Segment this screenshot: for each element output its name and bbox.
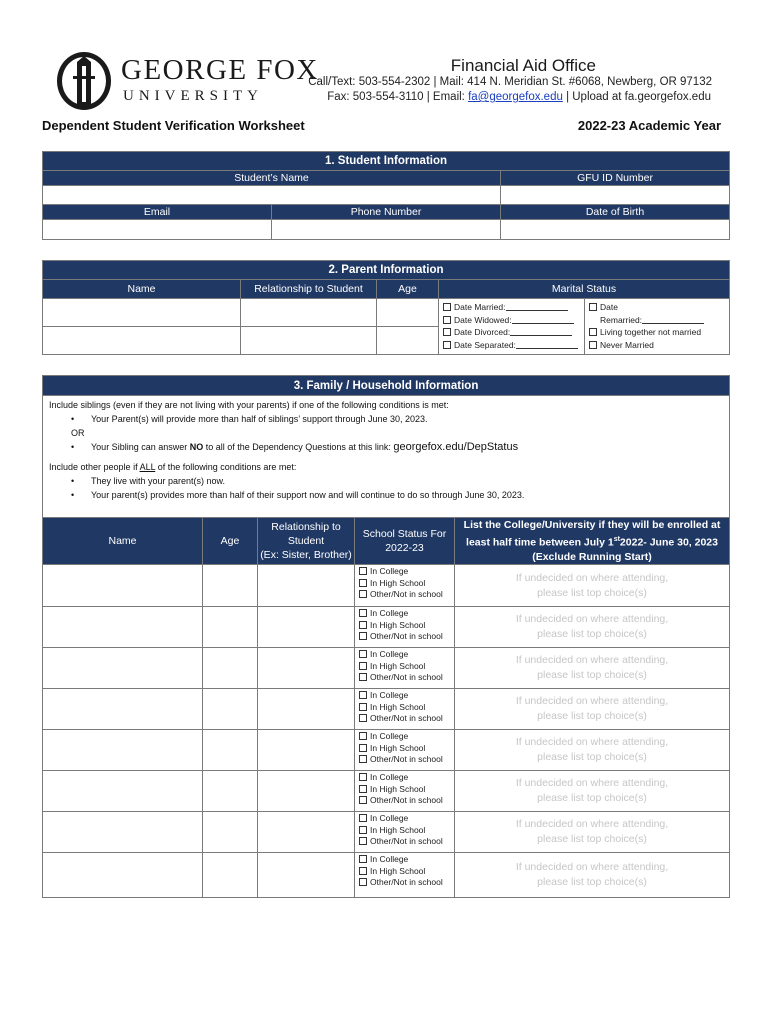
- checkbox-icon[interactable]: [359, 837, 367, 845]
- checkbox-icon[interactable]: [359, 650, 367, 658]
- checkbox-icon[interactable]: [359, 878, 367, 886]
- household-age-field[interactable]: [203, 565, 258, 607]
- college-line2: [455, 533, 729, 550]
- option-separated[interactable]: [443, 339, 580, 352]
- university-logo: [55, 50, 319, 114]
- checkbox-icon[interactable]: [359, 814, 367, 822]
- household-age-field[interactable]: [203, 607, 258, 648]
- age-header: Age: [377, 280, 439, 299]
- school-status-options: [355, 853, 455, 898]
- label-in-college: In College: [370, 772, 409, 782]
- checkbox-icon[interactable]: [443, 303, 451, 311]
- students-name-field[interactable]: [43, 186, 501, 205]
- instructions: [43, 396, 730, 518]
- blank-line: [642, 315, 704, 324]
- bullet-dependency-no: NO: [189, 442, 204, 452]
- college-placeholder-line2: please list top choice(s): [537, 586, 647, 599]
- label-not-in-school: Other/Not in school: [370, 877, 443, 887]
- college-field[interactable]: [455, 689, 730, 730]
- label-not-in-school: Other/Not in school: [370, 713, 443, 723]
- option-in-college[interactable]: [359, 731, 450, 743]
- parent2-name-field[interactable]: [43, 327, 241, 355]
- label-in-college: In College: [370, 813, 409, 823]
- blank-line: [512, 315, 574, 324]
- household-relationship-field[interactable]: [258, 648, 355, 689]
- household-age-field[interactable]: [203, 689, 258, 730]
- dob-header: Date of Birth: [501, 205, 730, 220]
- checkbox-icon[interactable]: [359, 590, 367, 598]
- household-relationship-field[interactable]: [258, 730, 355, 771]
- college-field[interactable]: [455, 812, 730, 853]
- blank-line: [516, 340, 578, 349]
- college-placeholder-line2: please list top choice(s): [537, 669, 647, 681]
- label-in-high-school: In High School: [370, 865, 426, 876]
- household-age-field[interactable]: [203, 771, 258, 812]
- checkbox-icon[interactable]: [359, 673, 367, 681]
- college-placeholder-line2: please list top choice(s): [537, 792, 647, 804]
- option-not-in-school[interactable]: [359, 877, 450, 889]
- academic-year: 2022-23 Academic Year: [577, 118, 721, 133]
- option-married[interactable]: [443, 301, 580, 314]
- checkbox-icon[interactable]: [359, 785, 367, 793]
- college-line2-sup: st: [613, 535, 620, 543]
- option-in-high-school[interactable]: [359, 702, 450, 714]
- checkbox-icon[interactable]: [359, 744, 367, 752]
- school-status-options: [355, 648, 455, 689]
- contact-upload: | Upload at fa.georgefox.edu: [562, 91, 711, 103]
- depstatus-link[interactable]: georgefox.edu/DepStatus: [393, 441, 519, 453]
- or-text: OR: [71, 428, 85, 438]
- college-placeholder-line2: please list top choice(s): [537, 876, 647, 888]
- college-placeholder-line2: please list top choice(s): [537, 628, 647, 640]
- checkbox-icon[interactable]: [359, 867, 367, 875]
- option-in-high-school[interactable]: [359, 661, 450, 673]
- checkbox-icon[interactable]: [359, 691, 367, 699]
- dob-field[interactable]: [501, 220, 730, 240]
- checkbox-icon[interactable]: [359, 855, 367, 863]
- school-status-options: [355, 689, 455, 730]
- college-field[interactable]: [455, 853, 730, 898]
- college-line2a: least half time between July 1: [466, 536, 614, 548]
- household-relationship-header: [258, 518, 355, 565]
- school-line1: School Status For: [362, 528, 447, 540]
- phone-field[interactable]: [272, 220, 501, 240]
- option-in-college[interactable]: [359, 566, 450, 578]
- household-relationship-field[interactable]: [258, 771, 355, 812]
- contact-fax-line: [327, 91, 711, 103]
- option-living-together[interactable]: [589, 326, 725, 339]
- household-age-field[interactable]: [203, 648, 258, 689]
- household-row: [43, 565, 730, 607]
- label-in-high-school: In High School: [370, 742, 426, 753]
- label-in-college: In College: [370, 854, 409, 864]
- household-name-field[interactable]: [43, 812, 203, 853]
- marital-dates-cell: [439, 299, 585, 355]
- gfu-id-header: GFU ID Number: [501, 171, 730, 186]
- school-status-options: [355, 607, 455, 648]
- household-row: [43, 689, 730, 730]
- label-not-in-school: Other/Not in school: [370, 672, 443, 682]
- college-placeholder-line1: If undecided on where attending,: [515, 818, 669, 830]
- checkbox-icon[interactable]: [589, 341, 597, 349]
- college-header: [455, 518, 730, 565]
- checkbox-icon[interactable]: [359, 632, 367, 640]
- checkbox-icon[interactable]: [589, 303, 597, 311]
- household-name-field[interactable]: [43, 607, 203, 648]
- household-relationship-field[interactable]: [258, 689, 355, 730]
- bullet-support: • Your Parent(s) will provide more than half of siblings’ support through June 30, 2023.: [49, 412, 723, 426]
- relationship-header: Relationship to Student: [241, 280, 377, 299]
- household-age-field[interactable]: [203, 812, 258, 853]
- option-in-high-school[interactable]: [359, 866, 450, 878]
- option-in-high-school[interactable]: [359, 784, 450, 796]
- contact-fax: Fax: 503-554-3110 | Email:: [327, 91, 469, 103]
- school-status-options: [355, 771, 455, 812]
- student-information-table: [42, 151, 730, 240]
- bullet-live-with: • They live with your parent(s) now.: [49, 474, 723, 488]
- option-in-college[interactable]: [359, 813, 450, 825]
- option-in-college[interactable]: [359, 690, 450, 702]
- label-in-college: In College: [370, 649, 409, 659]
- label-not-in-school: Other/Not in school: [370, 754, 443, 764]
- label-in-high-school: In High School: [370, 619, 426, 630]
- checkbox-icon[interactable]: [589, 328, 597, 336]
- household-row: [43, 771, 730, 812]
- school-line2: 2022-23: [385, 542, 424, 554]
- students-name-header: Student’s Name: [43, 171, 501, 186]
- label-separated: Date Separated:: [454, 340, 516, 351]
- label-not-in-school: Other/Not in school: [370, 631, 443, 641]
- college-placeholder-line1: If undecided on where attending,: [515, 654, 669, 666]
- intro-siblings: Include siblings (even if they are not living with your parents) if one of the following conditions is met:: [49, 400, 449, 410]
- option-in-high-school[interactable]: [359, 743, 450, 755]
- checkbox-icon[interactable]: [359, 703, 367, 711]
- option-not-in-school[interactable]: [359, 836, 450, 848]
- college-field[interactable]: [455, 648, 730, 689]
- household-name-field[interactable]: [43, 771, 203, 812]
- checkbox-icon[interactable]: [443, 341, 451, 349]
- bullet-dependency-post: to all of the Dependency Questions at this link:: [203, 442, 394, 452]
- college-placeholder-line1: If undecided on where attending,: [515, 736, 669, 748]
- household-relationship-field[interactable]: [258, 853, 355, 898]
- label-in-high-school: In High School: [370, 577, 426, 588]
- option-in-high-school[interactable]: [359, 578, 450, 590]
- checkbox-icon[interactable]: [359, 755, 367, 763]
- college-field[interactable]: [455, 565, 730, 607]
- label-in-high-school: In High School: [370, 660, 426, 671]
- checkbox-icon[interactable]: [359, 773, 367, 781]
- option-in-college[interactable]: [359, 854, 450, 866]
- email-link[interactable]: fa@georgefox.edu: [468, 91, 563, 103]
- school-status-options: [355, 812, 455, 853]
- label-not-in-school: Other/Not in school: [370, 795, 443, 805]
- college-field[interactable]: [455, 607, 730, 648]
- bullet-dependency-pre: Your Sibling can answer: [91, 442, 190, 452]
- option-not-in-school[interactable]: [359, 672, 450, 684]
- label-divorced: Date Divorced:: [454, 327, 511, 338]
- college-placeholder-line1: If undecided on where attending,: [515, 695, 669, 707]
- option-widowed[interactable]: [443, 314, 580, 327]
- marital-status-cell: [585, 299, 730, 355]
- label-in-college: In College: [370, 608, 409, 618]
- checkbox-icon[interactable]: [359, 796, 367, 804]
- household-relationship-field[interactable]: [258, 607, 355, 648]
- rel-line3: (Ex: Sister, Brother): [260, 549, 352, 561]
- household-age-field[interactable]: [203, 853, 258, 898]
- parent1-age-field[interactable]: [377, 299, 439, 327]
- household-relationship-field[interactable]: [258, 565, 355, 607]
- household-age-field[interactable]: [203, 730, 258, 771]
- option-remarried[interactable]: [589, 301, 725, 314]
- college-placeholder-line2: please list top choice(s): [537, 710, 647, 722]
- gfu-id-field[interactable]: [501, 186, 730, 205]
- option-not-in-school[interactable]: [359, 754, 450, 766]
- label-never-married: Never Married: [600, 340, 654, 351]
- household-relationship-field[interactable]: [258, 812, 355, 853]
- label-remarried: Remarried:: [600, 314, 643, 325]
- label-living-together: Living together not married: [600, 327, 702, 338]
- parent2-age-field[interactable]: [377, 327, 439, 355]
- checkbox-icon[interactable]: [443, 328, 451, 336]
- household-name-field[interactable]: [43, 648, 203, 689]
- email-header: Email: [43, 205, 272, 220]
- college-placeholder-line1: If undecided on where attending,: [515, 861, 669, 873]
- household-row: [43, 730, 730, 771]
- option-in-high-school[interactable]: [359, 825, 450, 837]
- college-field[interactable]: [455, 771, 730, 812]
- college-placeholder-line1: If undecided on where attending,: [515, 777, 669, 789]
- college-field[interactable]: [455, 730, 730, 771]
- college-placeholder-line1: If undecided on where attending,: [515, 571, 669, 584]
- parent-information-table: [42, 260, 730, 355]
- label-in-high-school: In High School: [370, 824, 426, 835]
- household-information-table: [42, 375, 730, 898]
- parent2-relationship-field[interactable]: [241, 327, 377, 355]
- label-in-college: In College: [370, 690, 409, 700]
- seal-icon: [55, 50, 115, 112]
- bullet-dependency: [49, 440, 723, 454]
- intro-others-pre: Include other people if: [49, 462, 140, 472]
- bullet-provide-support: • Your parent(s) provides more than half of their support now and will continue to do so through June 30, 2023.: [49, 488, 723, 502]
- checkbox-icon[interactable]: [359, 714, 367, 722]
- checkbox-icon[interactable]: [359, 579, 367, 587]
- option-not-in-school[interactable]: [359, 713, 450, 725]
- checkbox-icon[interactable]: [359, 609, 367, 617]
- section1-title: 1. Student Information: [43, 152, 730, 171]
- option-in-college[interactable]: [359, 649, 450, 661]
- rel-line2: Student: [287, 535, 325, 547]
- household-row: [43, 648, 730, 689]
- label-married: Date Married:: [454, 302, 506, 312]
- option-divorced[interactable]: [443, 326, 580, 339]
- option-never-married[interactable]: [589, 339, 725, 352]
- parent1-name-field[interactable]: [43, 299, 241, 327]
- logo-name: GEORGE FOX: [121, 54, 319, 86]
- household-row: [43, 812, 730, 853]
- blank-line: [510, 327, 572, 336]
- label-in-college: In College: [370, 566, 409, 576]
- contact-line: Call/Text: 503-554-2302 | Mail: 414 N. Meridian St. #6068, Newberg, OR 97132: [308, 76, 712, 88]
- checkbox-icon[interactable]: [443, 316, 451, 324]
- remarried-line: [589, 314, 725, 327]
- intro-others: [49, 460, 723, 474]
- label-not-in-school: Other/Not in school: [370, 589, 443, 599]
- option-in-college[interactable]: [359, 608, 450, 620]
- email-field[interactable]: [43, 220, 272, 240]
- parent1-relationship-field[interactable]: [241, 299, 377, 327]
- household-age-header: Age: [203, 518, 258, 565]
- household-name-field[interactable]: [43, 853, 203, 898]
- checkbox-icon[interactable]: [359, 732, 367, 740]
- household-name-field[interactable]: [43, 565, 203, 607]
- checkbox-icon[interactable]: [359, 826, 367, 834]
- label-in-college: In College: [370, 731, 409, 741]
- blank-line: [506, 302, 568, 311]
- checkbox-icon[interactable]: [359, 567, 367, 575]
- section3-title: 3. Family / Household Information: [43, 376, 730, 396]
- household-name-field[interactable]: [43, 730, 203, 771]
- option-not-in-school[interactable]: [359, 795, 450, 807]
- household-row: [43, 607, 730, 648]
- household-name-header: Name: [43, 518, 203, 565]
- logo-university: UNIVERSITY: [123, 88, 263, 104]
- option-not-in-school[interactable]: [359, 631, 450, 643]
- college-placeholder-line2: please list top choice(s): [537, 751, 647, 763]
- college-line1: List the College/University if they will be enrolled at: [463, 519, 721, 531]
- college-line2b: 2022- June 30, 2023: [619, 536, 718, 548]
- label-not-in-school: Other/Not in school: [370, 836, 443, 846]
- rel-line1: Relationship to: [271, 521, 341, 533]
- college-placeholder-line1: If undecided on where attending,: [515, 613, 669, 625]
- label-date: Date: [600, 302, 618, 312]
- option-in-college[interactable]: [359, 772, 450, 784]
- document-title: Dependent Student Verification Worksheet: [42, 118, 305, 133]
- parent-name-header: Name: [43, 280, 241, 299]
- intro-others-all: ALL: [139, 462, 156, 472]
- label-in-high-school: In High School: [370, 783, 426, 794]
- marital-status-header: Marital Status: [439, 280, 730, 299]
- school-status-header: [355, 518, 455, 565]
- checkbox-icon[interactable]: [359, 621, 367, 629]
- checkbox-icon[interactable]: [359, 662, 367, 670]
- option-not-in-school[interactable]: [359, 589, 450, 601]
- college-placeholder-line2: please list top choice(s): [537, 833, 647, 845]
- household-row: [43, 853, 730, 898]
- label-in-high-school: In High School: [370, 701, 426, 712]
- intro-others-post: of the following conditions are met:: [155, 462, 297, 472]
- school-status-options: [355, 730, 455, 771]
- school-status-options: [355, 565, 455, 607]
- label-widowed: Date Widowed:: [454, 314, 512, 325]
- section2-title: 2. Parent Information: [43, 261, 730, 280]
- household-name-field[interactable]: [43, 689, 203, 730]
- option-in-high-school[interactable]: [359, 620, 450, 632]
- college-line3: (Exclude Running Start): [532, 550, 652, 563]
- office-title: Financial Aid Office: [450, 56, 596, 75]
- phone-header: Phone Number: [272, 205, 501, 220]
